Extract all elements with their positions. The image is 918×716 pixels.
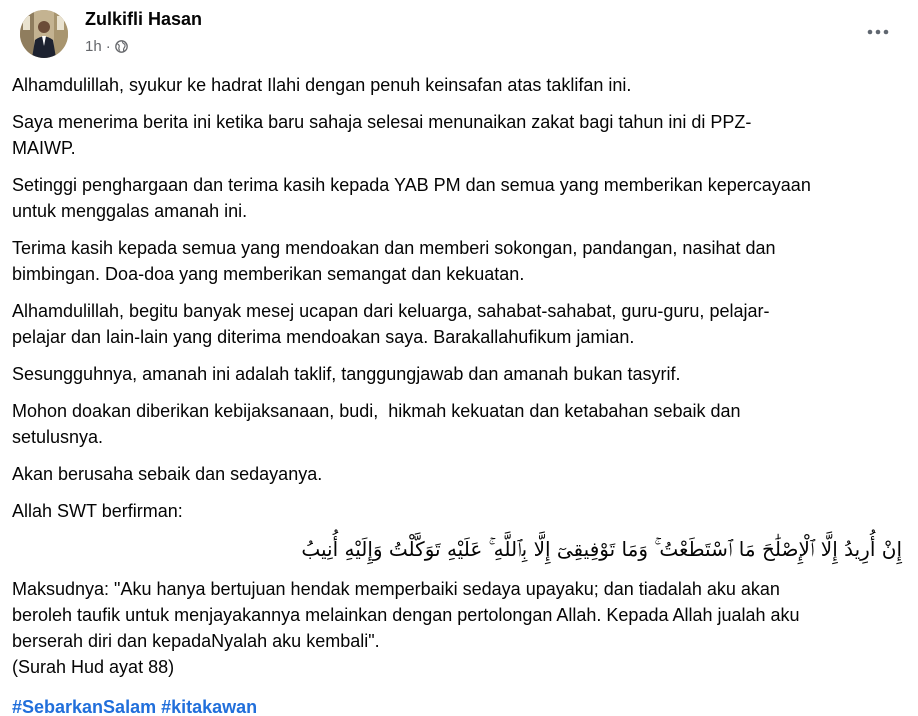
hashtags [12, 694, 906, 716]
post-author-name[interactable]: Zulkifli Hasan [85, 9, 203, 29]
post-timestamp[interactable]: 1h [85, 38, 102, 55]
post-paragraph: Mohon doakan diberikan kebijaksanaan, budi, hikmah kekuatan dan ketabahan sebaik dan setulusnya. [12, 401, 741, 447]
post-body [12, 66, 906, 716]
hashtag-kitakawan[interactable]: #kitakawan [161, 697, 258, 716]
globe-icon[interactable] [115, 40, 128, 53]
post-paragraph: Akan berusaha sebaik dan sedayanya. [12, 464, 323, 484]
post-paragraph: Alhamdulillah, syukur ke hadrat Ilahi dengan penuh keinsafan atas taklifan ini. [12, 75, 632, 95]
more-options-icon[interactable] [860, 18, 896, 46]
post-paragraph: Sesungguhnya, amanah ini adalah taklif, tanggungjawab dan amanah bukan tasyrif. [12, 364, 681, 384]
avatar[interactable] [20, 10, 68, 58]
post-paragraph: Saya menerima berita ini ketika baru sahaja selesai menunaikan zakat bagi tahun ini di PPZ- MAIWP. [12, 112, 752, 158]
verse-translation: Maksudnya: "Aku hanya bertujuan hendak memperbaiki sedaya upayaku; dan tiadalah aku akan beroleh taufik untuk menjayakannya melainkan dengan pertolongan Allah. Kepada Allah jualah aku berserah diri dan kepadaNyalah aku kembali". [12, 579, 800, 651]
post-meta [85, 38, 128, 55]
arabic-verse: إِنْ أُرِيدُ إِلَّا ٱلْإِصْلَٰحَ مَا ٱسْتَطَعْتُ ۚ وَمَا تَوْفِيقِىٓ إِلَّا بِٱللَّهِ ۚ عَلَيْهِ تَوَكَّلْتُ وَإِلَيْهِ أُنِيبُ [301, 537, 902, 561]
avatar-photo [20, 10, 68, 58]
post-paragraph: Allah SWT berfirman: [12, 501, 183, 521]
post-header [12, 0, 906, 66]
post-paragraph: Alhamdulillah, begitu banyak mesej ucapan dari keluarga, sahabat-sahabat, guru-guru, pelajar- pelajar dan lain-lain yang diterima mendoakan saya. Barakallahufikum jamian. [12, 301, 770, 347]
post-paragraph: Terima kasih kepada semua yang mendoakan dan memberi sokongan, pandangan, nasihat dan bimbingan. Doa-doa yang memberikan semangat dan kekuatan. [12, 238, 776, 284]
verse-citation: (Surah Hud ayat 88) [12, 657, 175, 677]
post-paragraph: Setinggi penghargaan dan terima kasih kepada YAB PM dan semua yang memberikan kepercayaan untuk menggalas amanah ini. [12, 175, 811, 221]
hashtag-sebarkansalam[interactable]: #SebarkanSalam [12, 697, 157, 716]
meta-separator: · [105, 38, 111, 55]
